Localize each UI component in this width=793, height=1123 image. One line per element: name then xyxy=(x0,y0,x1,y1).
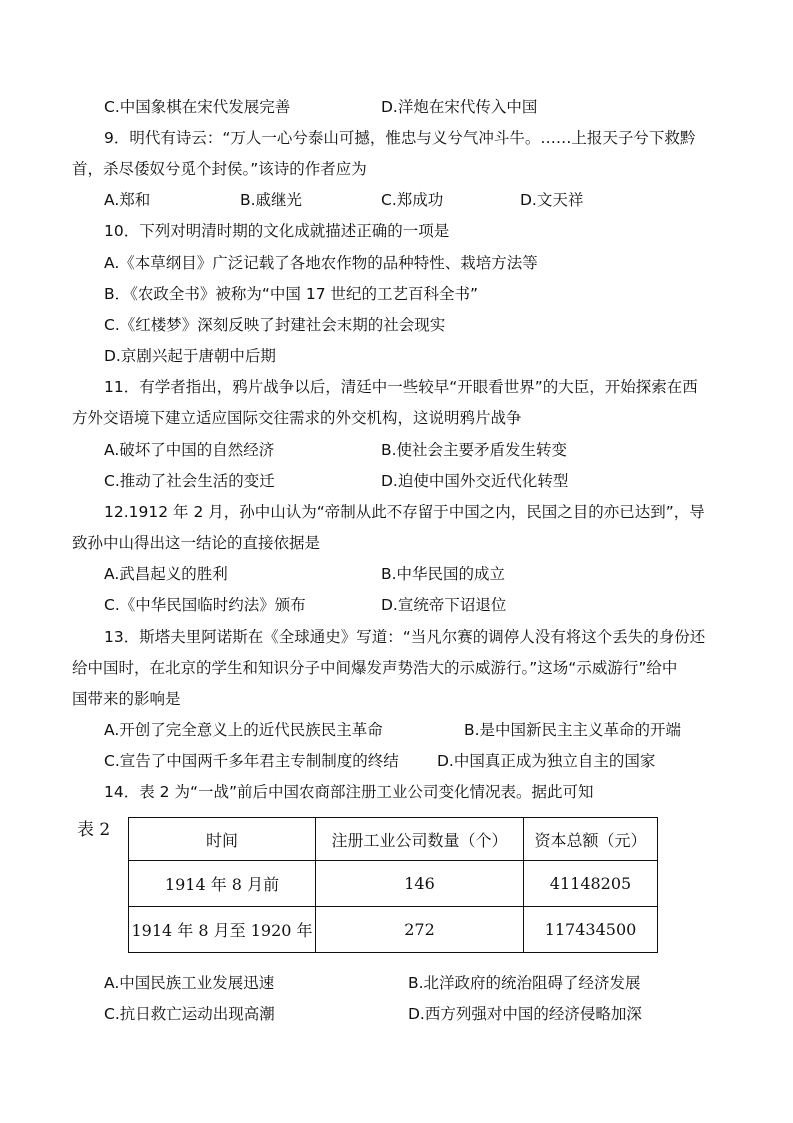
table-header-cell: 时间 xyxy=(129,818,316,861)
table-row xyxy=(129,907,658,953)
q14-option-b: B.北洋政府的统治阻碍了经济发展 xyxy=(408,974,641,992)
table-header-cell: 注册工业公司数量（个） xyxy=(316,818,524,861)
q12-option-b: B.中华民国的成立 xyxy=(381,565,506,583)
q13-stem-line1: 13．斯塔夫里阿诺斯在《全球通史》写道：“当凡尔赛的调停人没有将这个丢失的身份还 xyxy=(104,628,706,646)
q11-option-a: A.破坏了中国的自然经济 xyxy=(104,441,275,459)
q10-option-a: A.《本草纲目》广泛记载了各地农作物的品种特性、栽培方法等 xyxy=(104,254,538,272)
table-cell: 1914 年 8 月前 xyxy=(129,861,316,907)
q9-option-c: C.郑成功 xyxy=(381,191,444,209)
q11-option-c: C.推动了社会生活的变迁 xyxy=(104,472,275,490)
table-cell: 41148205 xyxy=(524,861,658,907)
q12-option-c: C.《中华民国临时约法》颁布 xyxy=(104,596,306,614)
table-cell: 117434500 xyxy=(524,907,658,953)
q12-stem-line2: 致孙中山得出这一结论的直接依据是 xyxy=(72,534,321,552)
q10-stem: 10．下列对明清时期的文化成就描述正确的一项是 xyxy=(104,222,450,240)
q14-option-a: A.中国民族工业发展迅速 xyxy=(104,974,275,992)
q9-stem-line2: 首，杀尽倭奴兮觅个封侯。”该诗的作者应为 xyxy=(72,160,367,178)
table-header-row xyxy=(129,818,658,861)
q12-option-a: A.武昌起义的胜利 xyxy=(104,565,228,583)
q14-option-d: D.西方列强对中国的经济侵略加深 xyxy=(408,1005,642,1023)
q10-option-d: D.京剧兴起于唐朝中后期 xyxy=(104,347,276,365)
q13-stem-line2: 给中国时，在北京的学生和知识分子中间爆发声势浩大的示威游行。”这场“示威游行”给中 xyxy=(72,659,678,677)
q9-stem-line1: 9．明代有诗云：“万人一心兮泰山可撼，惟忠与义兮气冲斗牛。……上报天子兮下救黔 xyxy=(104,129,696,147)
table-cell: 146 xyxy=(316,861,524,907)
q10-option-c: C.《红楼梦》深刻反映了封建社会末期的社会现实 xyxy=(104,316,446,334)
q14-option-c: C.抗日救亡运动出现高潮 xyxy=(104,1005,275,1023)
table-row xyxy=(129,861,658,907)
q12-stem-line1: 12.1912 年 2 月，孙中山认为“帝制从此不存留于中国之内，民国之目的亦已达到”，导 xyxy=(104,503,705,521)
q11-option-d: D.迫使中国外交近代化转型 xyxy=(381,472,569,490)
q9-option-b: B.戚继光 xyxy=(240,191,303,209)
q13-option-c: C.宣告了中国两千多年君主专制制度的终结 xyxy=(104,752,399,770)
table-cell: 272 xyxy=(316,907,524,953)
q13-option-a: A.开创了完全意义上的近代民族民主革命 xyxy=(104,721,383,739)
q9-option-d: D.文天祥 xyxy=(520,191,584,209)
company-registration-table xyxy=(128,817,658,953)
q12-option-d: D.宣统帝下诏退位 xyxy=(381,596,507,614)
q11-stem-line2: 方外交语境下建立适应国际交往需求的外交机构，这说明鸦片战争 xyxy=(72,409,522,427)
q10-option-b: B．《农政全书》被称为“中国 17 世纪的工艺百科全书” xyxy=(104,285,479,303)
q13-stem-line3: 国带来的影响是 xyxy=(72,690,181,708)
q11-stem-line1: 11．有学者指出，鸦片战争以后，清廷中一些较早“开眼看世界”的大臣，开始探索在西 xyxy=(104,378,698,396)
table-cell: 1914 年 8 月至 1920 年 xyxy=(129,907,316,953)
q14-stem: 14．表 2 为“一战”前后中国农商部注册工业公司变化情况表。据此可知 xyxy=(104,783,594,801)
q8-option-c: C.中国象棋在宋代发展完善 xyxy=(104,98,291,116)
q13-option-b: B.是中国新民主主义革命的开端 xyxy=(464,721,682,739)
q11-option-b: B.使社会主要矛盾发生转变 xyxy=(381,441,568,459)
table-header-cell: 资本总额（元） xyxy=(524,818,658,861)
q8-option-d: D.洋炮在宋代传入中国 xyxy=(381,98,538,116)
q9-option-a: A.郑和 xyxy=(104,191,151,209)
q13-option-d: D.中国真正成为独立自主的国家 xyxy=(437,752,656,770)
table-caption: 表 2 xyxy=(77,820,111,840)
